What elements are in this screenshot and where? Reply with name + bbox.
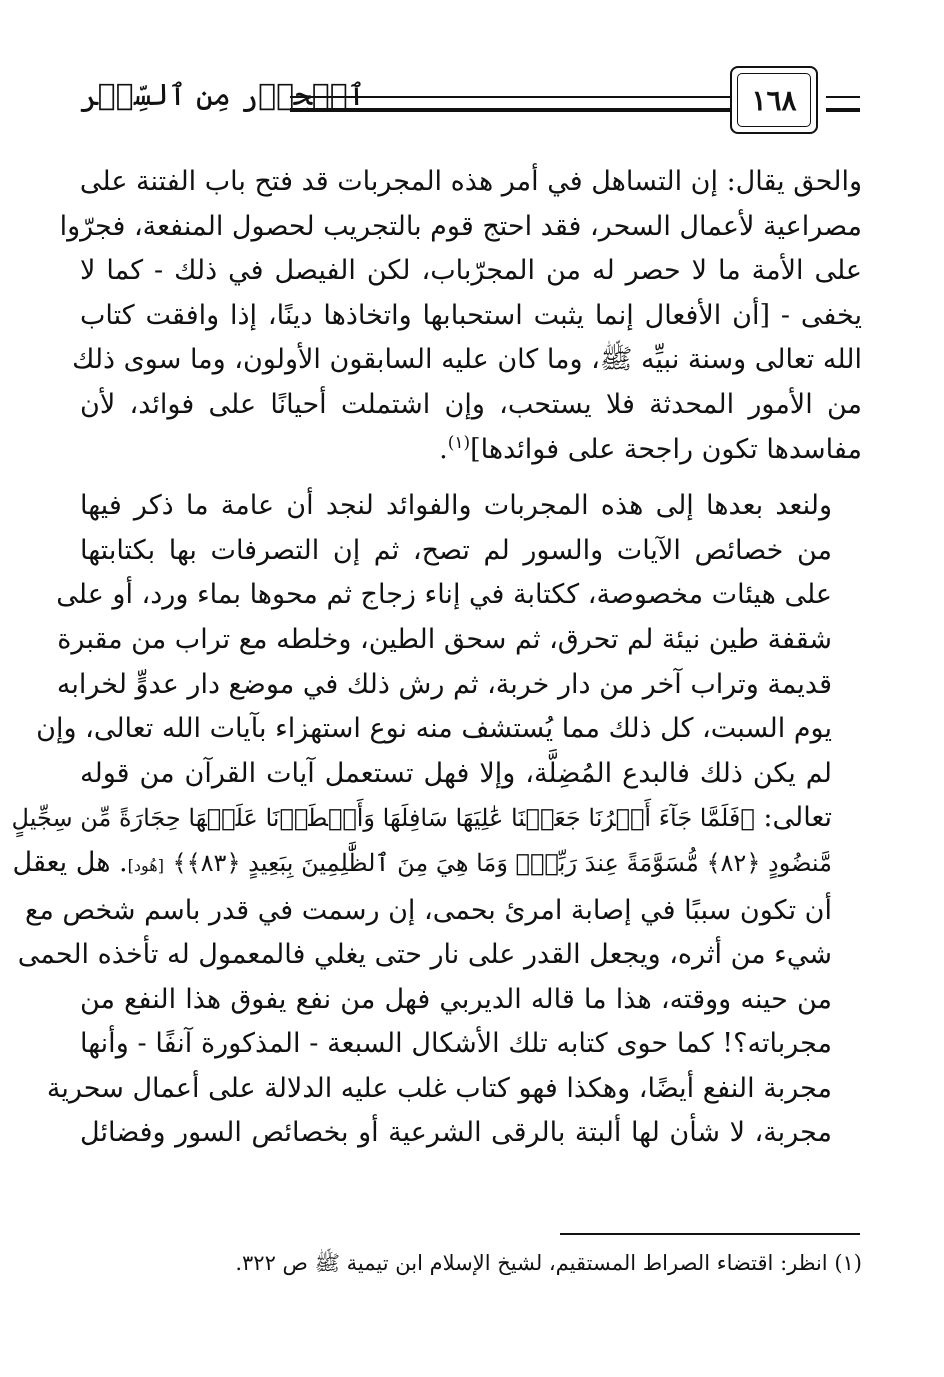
text-fragment: . هل يعقل [12, 846, 128, 878]
text-fragment: مفاسدها تكون راجحة على فوائدها] [470, 433, 862, 465]
footnote: (١) انظر: اقتضاء الصراط المستقيم، لشيخ الإسلام ابن تيمية ﷺ ص ٣٢٢. [235, 1251, 862, 1275]
sentence-end: . [439, 433, 448, 465]
quran-verse: مَّنضُودٍ ﴿٨٢﴾ مُّسَوَّمَةً عِندَ رَبِّكَۖ وَمَا هِيَ مِنَ ٱلظَّٰلِمِينَ بِبَعِيدٍ ﴿٨٣﴾﴾ [172, 848, 832, 877]
text-line: مصراعية لأعمال السحر، فقد احتج قوم بالتجريب لحصول المنفعة، فجرّوا [59, 210, 862, 242]
book-title: ٱلۡحِذۡر مِن ٱلسِّحۡر [80, 78, 366, 113]
page-number-frame [730, 66, 818, 134]
text-line: أن تكون سببًا في إصابة امرئ بحمى، إن رسمت في قدر باسم شخص مع [24, 894, 832, 926]
footnote-marker: (١) [447, 432, 471, 453]
text-line: على هيئات مخصوصة، ككتابة في إناء زجاج ثم محوها بماء ورد، أو على [56, 579, 832, 611]
text-line: شيء من أثره، ويجعل القدر على نار حتى يغلي فالمعمول له تأخذه الحمى [17, 939, 832, 971]
quran-intro: تعالى: [763, 802, 832, 834]
text-line: من الأمور المحدثة فلا يستحب، وإن اشتملت أحيانًا على فوائد، لأن [80, 388, 862, 420]
text-line [80, 428, 862, 473]
quran-verse: ﴿فَلَمَّا جَآءَ أَمۡرُنَا جَعَلۡنَا عَٰلِيَهَا سَافِلَهَا وَأَمۡطَرۡنَا عَلَيۡهَا حِجَارَةً مِّن سِجِّيلٍ [11, 804, 755, 833]
text-line: مجربة، لا شأن لها ألبتة بالرقى الشرعية أو بخصائص السور وفضائل [80, 1117, 832, 1149]
footnote-separator [560, 1233, 860, 1235]
text-line: لم يكن ذلك فالبدع المُضِلَّة، وإلا فهل تستعمل آيات القرآن من قوله [80, 757, 832, 789]
text-line: شقفة طين نيئة لم تحرق، ثم سحق الطين، وخلطه مع تراب من مقبرة [57, 623, 832, 655]
quran-line [11, 796, 862, 841]
text-line: من خصائص الآيات والسور لم تصح، ثم إن التصرفات بها بكتابتها [80, 534, 832, 566]
text-line: ولنعد بعدها إلى هذه المجربات والفوائد لنجد أن عامة ما ذكر فيها [80, 490, 832, 522]
paragraph-1 [59, 160, 862, 472]
text-line: مجرباته؟! كما حوى كتابه تلك الأشكال السبعة - المذكورة آنفًا - وأنها [80, 1028, 832, 1060]
text-line: يخفى - [أن الأفعال إنما يثبت استحبابها واتخاذها دينًا، إذا وافقت كتاب [80, 299, 862, 331]
page-header [80, 62, 862, 144]
header-rule-right [826, 96, 860, 112]
body-text [11, 160, 862, 1156]
surah-reference: [هُود] [127, 855, 164, 875]
text-line: الله تعالى وسنة نبيِّه ﷺ، وما كان عليه السابقون الأولون، وما سوى ذلك [72, 344, 862, 376]
text-line: مجربة النفع أيضًا، وهكذا فهو كتاب غلب عليه الدلالة على أعمال سحرية [46, 1072, 832, 1104]
page-number: ١٦٨ [751, 83, 797, 117]
text-line: يوم السبت، كل ذلك مما يُستشف منه نوع استهزاء بآيات الله تعالى، وإن [36, 713, 832, 745]
text-line: قديمة وتراب آخر من دار خربة، ثم رش ذلك في موضع دار عدوٍّ لخرابه [56, 668, 832, 700]
text-line: من حينه ووقته، هذا ما قاله الديربي فهل من نفع يفوق هذا النفع من [80, 983, 832, 1015]
paragraph-2 [11, 484, 862, 1156]
quran-line [12, 841, 862, 889]
text-line: على الأمة ما لا حصر له من المجرّباب، لكن الفيصل في ذلك - كما لا [80, 255, 862, 287]
text-line: والحق يقال: إن التساهل في أمر هذه المجربات قد فتح باب الفتنة على [79, 166, 862, 197]
